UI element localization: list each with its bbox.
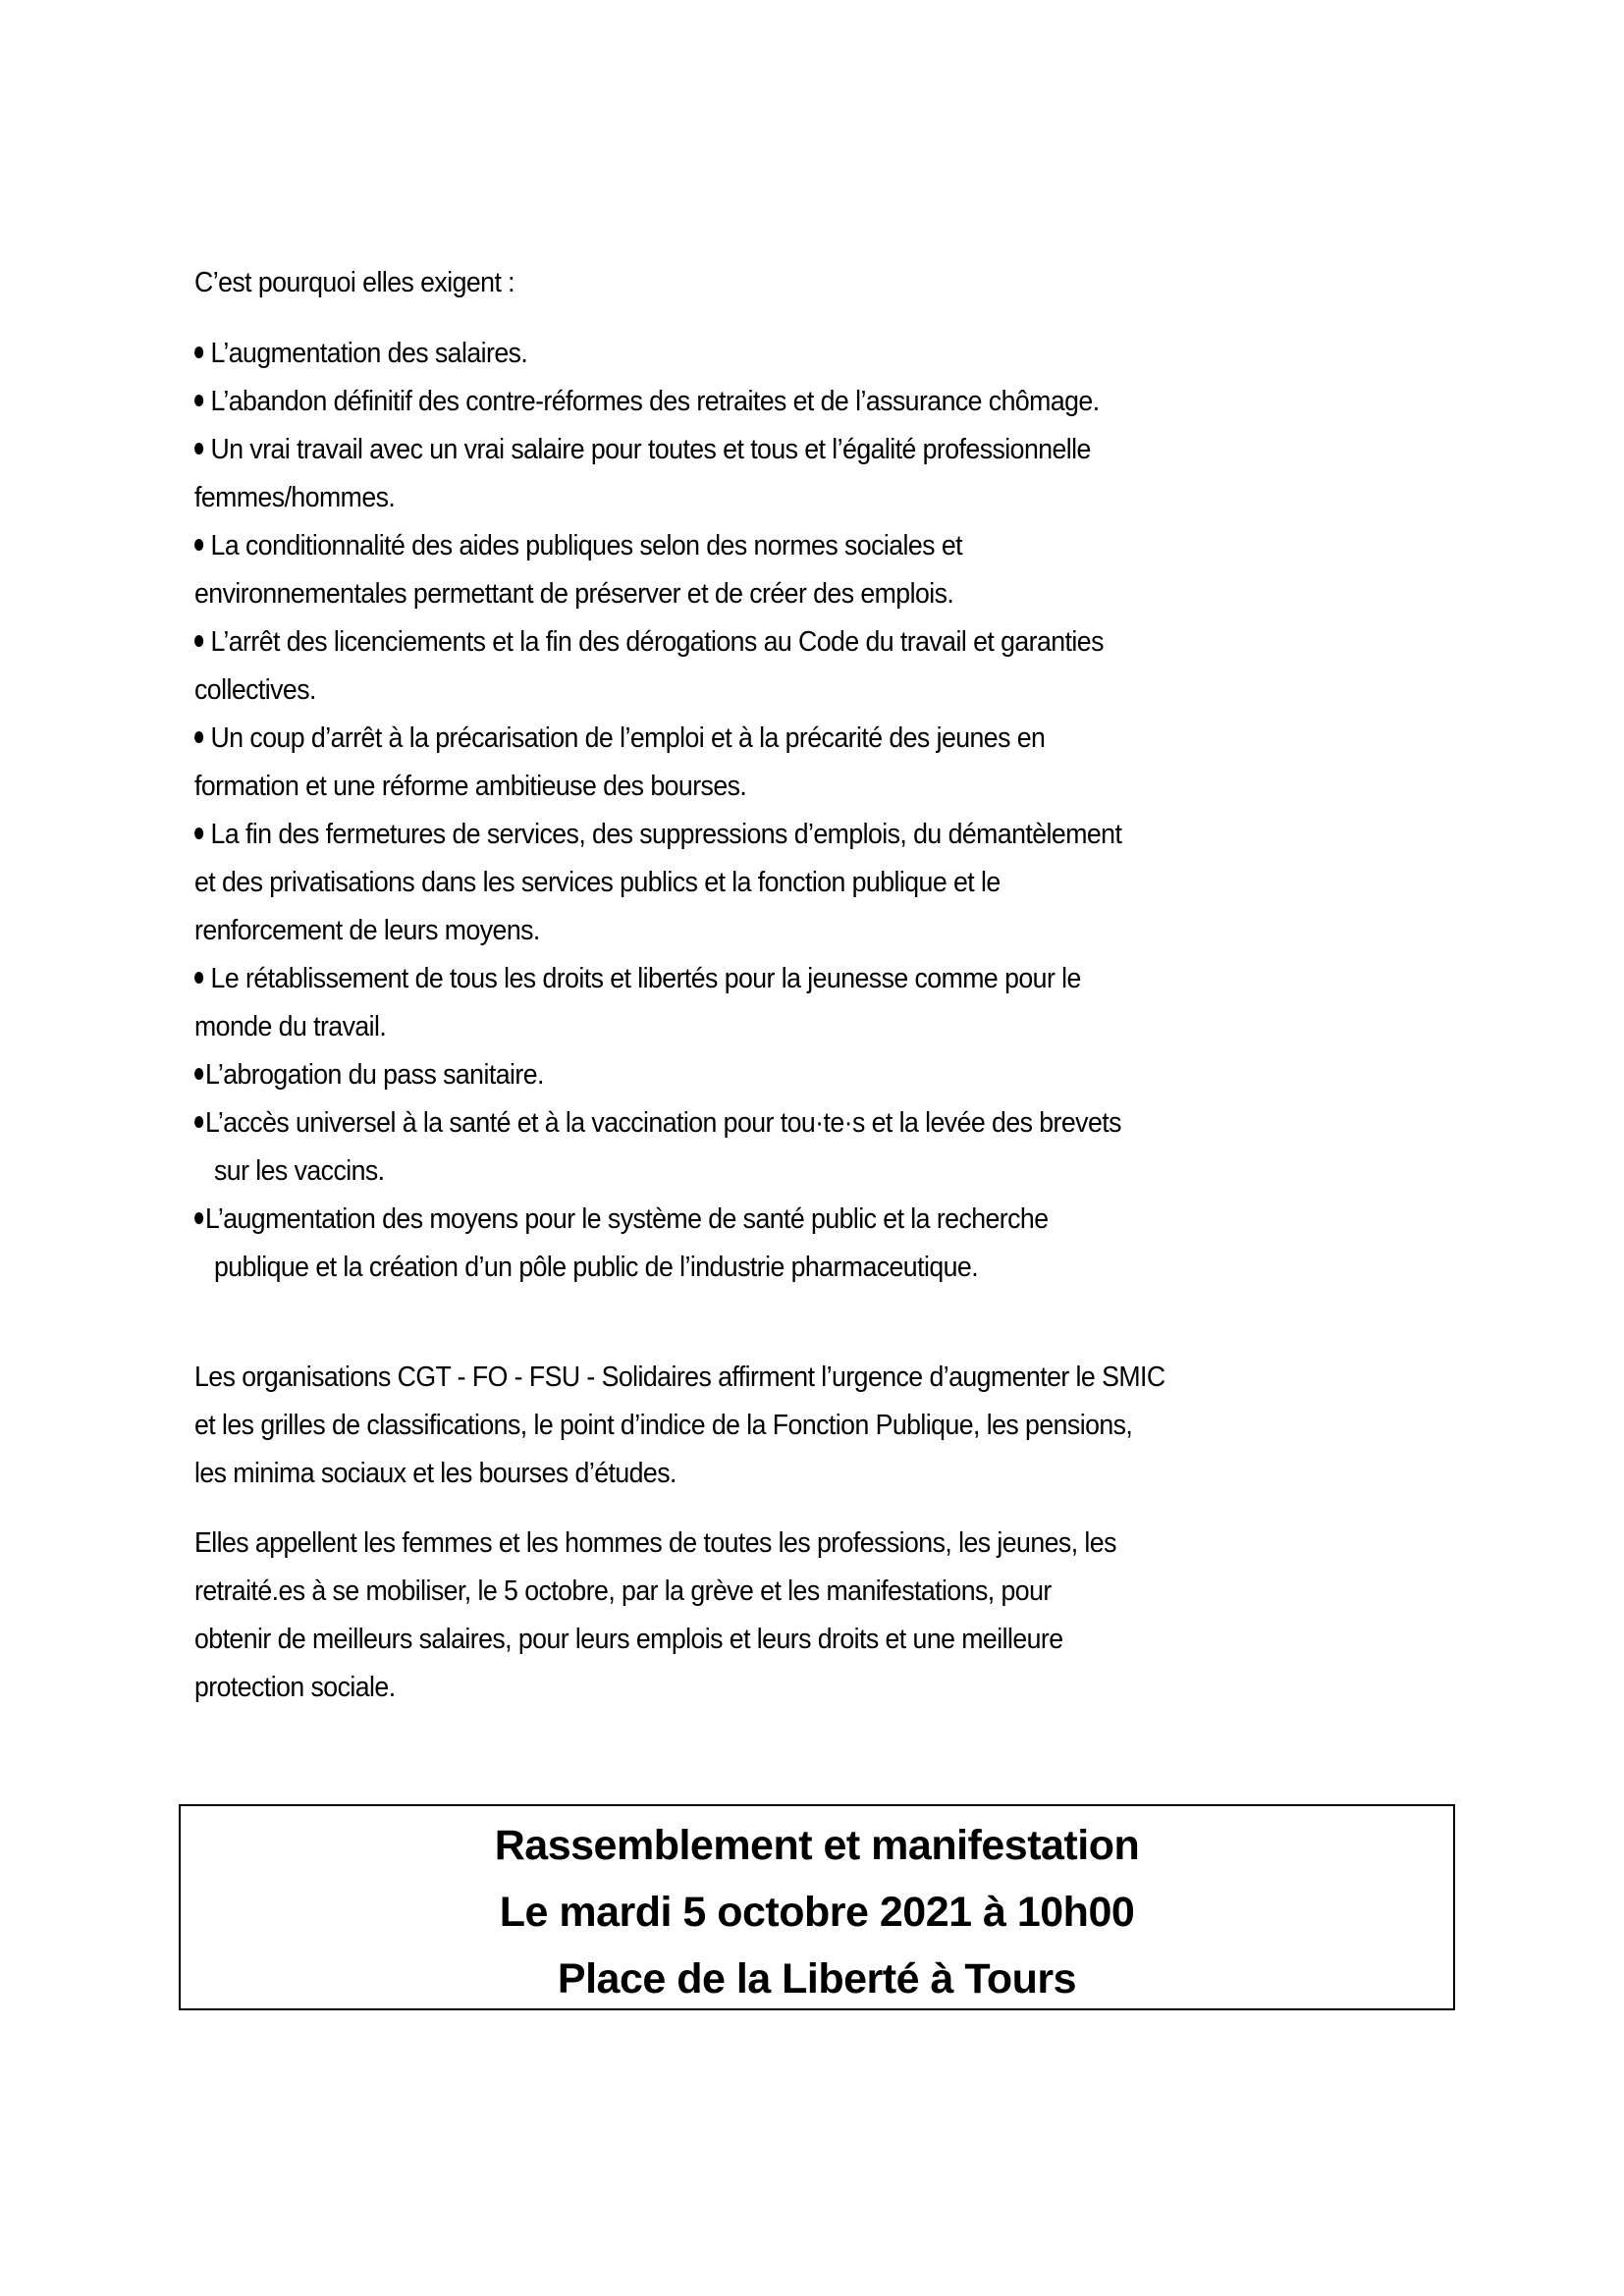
demand-item-cont: collectives. — [194, 674, 316, 706]
demand-item: L’augmentation des salaires. — [194, 338, 527, 370]
bullet-icon — [194, 443, 203, 454]
event-title: Rassemblement et manifestation — [494, 1822, 1140, 1869]
demand-item-cont: formation et une réforme ambitieuse des bourses. — [194, 771, 747, 802]
demand-item: La fin des fermetures de services, des suppressions d’emplois, du démantèlement — [194, 819, 1121, 851]
bullet-icon — [194, 1212, 203, 1224]
bullet-icon — [194, 731, 203, 743]
event-date: Le mardi 5 octobre 2021 à 10h00 — [499, 1889, 1135, 1936]
demand-item: Un vrai travail avec un vrai salaire pour toutes et tous et l’égalité professionnelle — [194, 434, 1091, 466]
demand-item: Un coup d’arrêt à la précarisation de l’emploi et à la précarité des jeunes en — [194, 722, 1045, 755]
bullet-icon — [194, 347, 203, 358]
demand-item: L’abandon définitif des contre-réformes des retraites et de l’assurance chômage. — [194, 386, 1100, 418]
bullet-icon — [194, 539, 203, 551]
demand-item: Le rétablissement de tous les droits et libertés pour la jeunesse comme pour le — [194, 963, 1081, 995]
bullet-icon — [194, 972, 203, 984]
bullet-icon — [194, 635, 203, 647]
demand-item-cont: femmes/hommes. — [194, 482, 396, 513]
intro-text: C’est pourquoi elles exigent : — [194, 267, 515, 298]
event-place: Place de la Liberté à Tours — [557, 1955, 1077, 2002]
bullet-icon — [194, 395, 203, 406]
event-box — [179, 1804, 1455, 2010]
paragraph-call: obtenir de meilleurs salaires, pour leurs emplois et leurs droits et une meilleure — [194, 1624, 1063, 1655]
demand-item-cont: monde du travail. — [194, 1011, 387, 1042]
demand-item: L’augmentation des moyens pour le système de santé public et la recherche — [194, 1203, 1049, 1236]
paragraph-organisations: les minima sociaux et les bourses d’études. — [194, 1458, 677, 1489]
bullet-icon — [194, 828, 203, 839]
demand-item-cont: et des privatisations dans les services publics et la fonction publique et le — [194, 867, 1001, 898]
paragraph-call: protection sociale. — [194, 1672, 396, 1703]
demand-item-cont: renforcement de leurs moyens. — [194, 915, 540, 946]
demand-item: L’abrogation du pass sanitaire. — [194, 1059, 544, 1092]
bullet-icon — [194, 1068, 203, 1080]
demand-item: La conditionnalité des aides publiques selon des normes sociales et — [194, 530, 962, 562]
paragraph-call: retraité.es à se mobiliser, le 5 octobre, par la grève et les manifestations, pour — [194, 1575, 1052, 1607]
bullet-icon — [194, 1116, 203, 1128]
paragraph-organisations: et les grilles de classifications, le point d’indice de la Fonction Publique, les pensions, — [194, 1410, 1133, 1441]
paragraph-call: Elles appellent les femmes et les hommes de toutes les professions, les jeunes, les — [194, 1527, 1116, 1559]
paragraph-organisations: Les organisations CGT - FO - FSU - Solidaires affirment l’urgence d’augmenter le SMIC — [194, 1362, 1165, 1393]
demand-item-cont: publique et la création d’un pôle public de l’industrie pharmaceutique. — [214, 1252, 979, 1283]
demand-item-cont: sur les vaccins. — [214, 1155, 385, 1187]
demand-item: L’accès universel à la santé et à la vaccination pour tou·te·s et la levée des brevets — [194, 1107, 1121, 1140]
demand-item-cont: environnementales permettant de préserver et de créer des emplois. — [194, 578, 954, 610]
demand-item: L’arrêt des licenciements et la fin des dérogations au Code du travail et garanties — [194, 626, 1104, 659]
